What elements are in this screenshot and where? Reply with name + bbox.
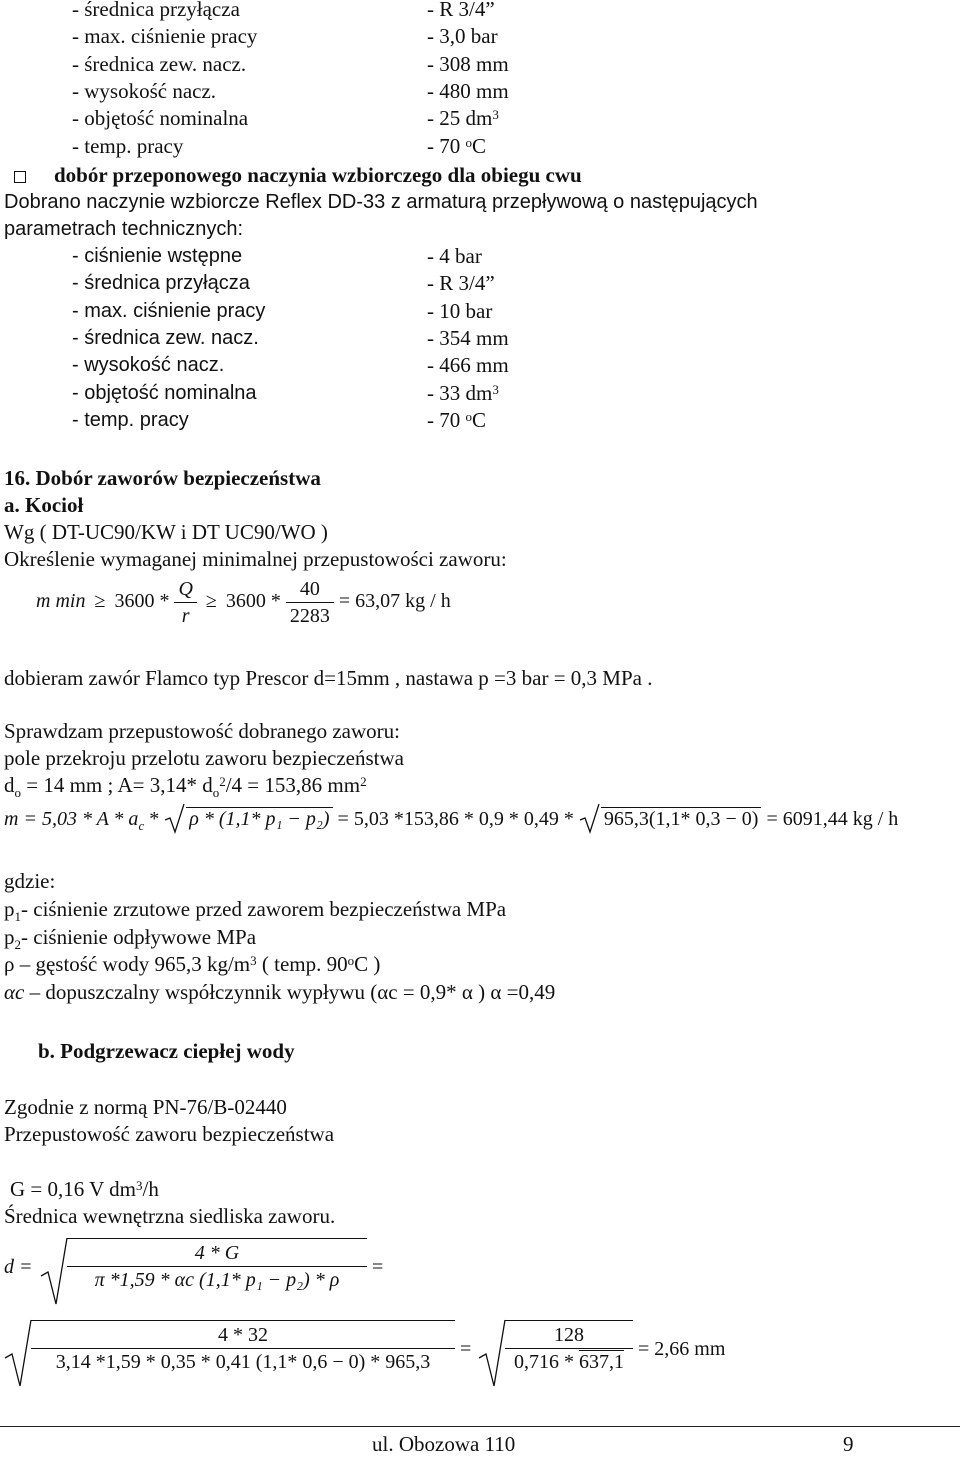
eq2-left-tail: * — [144, 808, 160, 830]
param-value-tail: C — [472, 133, 487, 158]
area-d: d — [4, 773, 15, 797]
eq1-num1: Q — [174, 576, 196, 603]
sqrt-icon — [579, 802, 601, 834]
param-key: - średnica zew. nacz. — [72, 51, 247, 76]
definition-item — [4, 979, 555, 1006]
definition-text: - ciśnienie zrzutowe przed zaworem bezpieczeństwa MPa — [21, 897, 507, 921]
param-value-text: - 4 bar — [427, 244, 482, 268]
eq2-mid: = 5,03 *153,86 * 0,9 * 0,49 * — [337, 808, 574, 830]
footer-address: ul. Obozowa 110 — [372, 1432, 516, 1456]
param-key: - max. ciśnienie pracy — [72, 299, 266, 322]
param-value-text: - 25 dm — [427, 106, 493, 131]
definition-symbol-sub: 1 — [14, 909, 21, 925]
where-label: gdzie: — [4, 869, 56, 893]
param-value — [427, 270, 495, 297]
eq2-left-sub: c — [138, 818, 145, 833]
boiler-model: Wg ( DT-UC90/KW i DT UC90/WO ) — [4, 520, 328, 544]
param-key: - średnica przyłącza — [72, 0, 240, 21]
checkbox-icon — [14, 171, 26, 183]
param-value — [427, 23, 498, 50]
param-value-sup: 3 — [492, 381, 499, 397]
eq1-rhs: = 63,07 kg / h — [338, 590, 451, 613]
eq4-eq: = — [460, 1338, 472, 1360]
area-end: /4 = 153,86 mm — [225, 773, 361, 797]
cwu-intro-line2: parametrach technicznych: — [4, 218, 244, 240]
definition-text: – dopuszczalny współczynnik wypływu ( — [24, 979, 378, 1004]
definition-text: - ciśnienie odpływowe MPa — [21, 924, 257, 949]
param-value-sup: 3 — [492, 107, 499, 123]
equation-min-flow: m min ≥ 3600 * $\frac{Q}{r}$ ≥ 3600 * $\frac{40}{2283}$ = 63,07 kg / h — [36, 578, 451, 627]
param-value — [427, 380, 499, 407]
param-value-text: - 308 mm — [427, 51, 509, 76]
param-value-text: - 33 dm — [427, 380, 493, 405]
eq4-den: 3,14 *1,59 * 0,35 * 0,41 (1,1* 0,6 − 0) * 965,3 — [55, 1351, 431, 1373]
param-value-tail: C — [472, 407, 487, 432]
param-key: - temp. pracy — [72, 133, 184, 158]
area-end-sup: 2 — [360, 774, 367, 789]
sqrt-icon — [40, 1236, 68, 1306]
page-number: 9 — [843, 1432, 854, 1456]
param-value — [427, 133, 486, 160]
eq1-den2: 2283 — [289, 605, 330, 627]
param-key: - ciśnienie wstępne — [72, 245, 243, 267]
definition-extra: αc = 0,9* α ) α =0,49 — [377, 979, 556, 1004]
check-title: Sprawdzam przepustowość dobranego zaworu: — [4, 719, 400, 743]
formula-g-tail: /h — [142, 1177, 159, 1201]
definition-symbol: p — [4, 897, 15, 921]
param-key: - objętość nominalna — [72, 106, 249, 131]
eq4-num: 4 * 32 — [31, 1322, 455, 1349]
param-value-text: - R 3/4” — [427, 271, 495, 296]
param-value-text: - 466 mm — [427, 353, 509, 378]
area-mid: = 14 mm ; A= 3,14* d — [21, 773, 213, 797]
eq3-den: π *1,59 * αc (1,1* p₁ − p₂) * ρ — [94, 1269, 340, 1291]
eq1-lhs: m min — [36, 590, 86, 613]
param-value-sup: o — [465, 408, 472, 424]
section-16-heading: 16. Dobór zaworów bezpieczeństwa — [4, 466, 321, 490]
sqrt-icon — [478, 1318, 506, 1388]
sqrt-icon — [4, 1318, 32, 1388]
param-value-text: - 70 — [427, 407, 466, 432]
definition-tail2: C ) — [354, 952, 381, 976]
param-value-text: - 480 mm — [427, 78, 509, 103]
sqrt-icon — [164, 802, 186, 834]
seat-line: Średnica wewnętrzna siedliska zaworu. — [4, 1204, 336, 1228]
param-value — [427, 352, 509, 379]
param-value-text: - R 3/4” — [427, 0, 495, 21]
area-mid-sup: 2 — [219, 774, 226, 789]
param-value — [427, 78, 509, 105]
min-flow-label: Określenie wymaganej minimalnej przepustowości zaworu: — [4, 547, 507, 571]
param-key: - temp. pracy — [72, 408, 189, 431]
eq4-num2: 128 — [505, 1322, 633, 1349]
cwu-intro-line1: Dobrano naczynie wzbiorcze Reflex DD-33 z armaturą przepływową o następujących — [4, 191, 758, 213]
definition-symbol: p — [4, 924, 15, 949]
eq1-num2: 40 — [286, 576, 334, 603]
definition-sup2: o — [347, 953, 355, 968]
param-value — [427, 51, 509, 78]
eq1-const2: 3600 * — [225, 590, 281, 613]
eq1-const1: 3600 * — [114, 590, 170, 613]
cwu-heading-text: dobór przeponowego naczynia wzbiorczego dla obiegu cwu — [54, 163, 582, 187]
param-value-text: - 70 — [427, 133, 466, 158]
param-value — [427, 298, 492, 325]
param-value — [427, 105, 499, 132]
eq4-rhs: = 2,66 mm — [638, 1338, 726, 1360]
definition-symbol: αc — [4, 979, 25, 1004]
param-value-text: - 354 mm — [427, 325, 509, 350]
footer-rule — [0, 1426, 960, 1427]
definition-item — [4, 951, 380, 978]
section-a-heading: a. Kocioł — [4, 493, 84, 517]
cwu-heading — [14, 162, 582, 189]
definition-sup: 3 — [250, 953, 257, 968]
param-value-sup: o — [465, 134, 472, 150]
param-key: - objętość nominalna — [72, 381, 257, 404]
equation-diameter-values — [4, 1318, 764, 1390]
formula-g-sup: 3 — [136, 1178, 143, 1193]
definition-symbol-sub: 2 — [14, 936, 21, 952]
equation-flow-check — [4, 806, 898, 839]
param-value-text: - 10 bar — [427, 298, 493, 323]
param-key: - wysokość nacz. — [72, 354, 225, 377]
eq2-radicand1: ρ * (1,1* p₁ − p₂) — [186, 807, 332, 830]
valve-selection: dobieram zawór Flamco typ Prescor d=15mm , nastawa p =3 bar = 0,3 MPa . — [4, 666, 653, 690]
eq4-den2: 0,716 * — [514, 1351, 574, 1373]
area-label: pole przekroju przelotu zaworu bezpieczeństwa — [4, 746, 404, 770]
param-key: - średnica zew. nacz. — [72, 326, 259, 349]
section-b-heading: b. Podgrzewacz ciepłej wody — [38, 1039, 295, 1063]
param-value — [427, 243, 482, 270]
param-value — [427, 325, 509, 352]
definition-symbol: ρ — [4, 952, 15, 976]
param-key: - średnica przyłącza — [72, 272, 250, 295]
eq2-left: m = 5,03 * A * a — [4, 808, 139, 830]
param-value-text: - 3,0 bar — [427, 24, 498, 49]
eq2-rhs: = 6091,44 kg / h — [766, 808, 899, 830]
param-value — [427, 407, 486, 434]
param-value — [427, 0, 495, 23]
definition-tail: ( temp. 90 — [256, 952, 348, 976]
norm-line: Zgodnie z normą PN-76/B-02440 — [4, 1095, 287, 1119]
eq1-den1: r — [181, 605, 190, 627]
eq2-radicand2: 965,3(1,1* 0,3 − 0) — [601, 807, 762, 830]
eq3-num: 4 * G — [67, 1240, 367, 1267]
capacity-line: Przepustowość zaworu bezpieczeństwa — [4, 1122, 335, 1146]
eq3-lhs: d = — [4, 1256, 33, 1278]
eq3-rhs: = — [372, 1256, 384, 1278]
formula-g — [10, 1176, 159, 1203]
definition-text: – gęstość wody 965,3 kg/m — [14, 952, 251, 976]
param-key: - wysokość nacz. — [72, 78, 217, 103]
area-d-sub: o — [14, 785, 21, 801]
param-key: - max. ciśnienie pracy — [72, 24, 258, 49]
eq4-den2-radicand: 637,1 — [579, 1351, 624, 1373]
formula-g-text: G = 0,16 V dm — [10, 1177, 136, 1201]
area-mid-sub: o — [212, 785, 220, 801]
